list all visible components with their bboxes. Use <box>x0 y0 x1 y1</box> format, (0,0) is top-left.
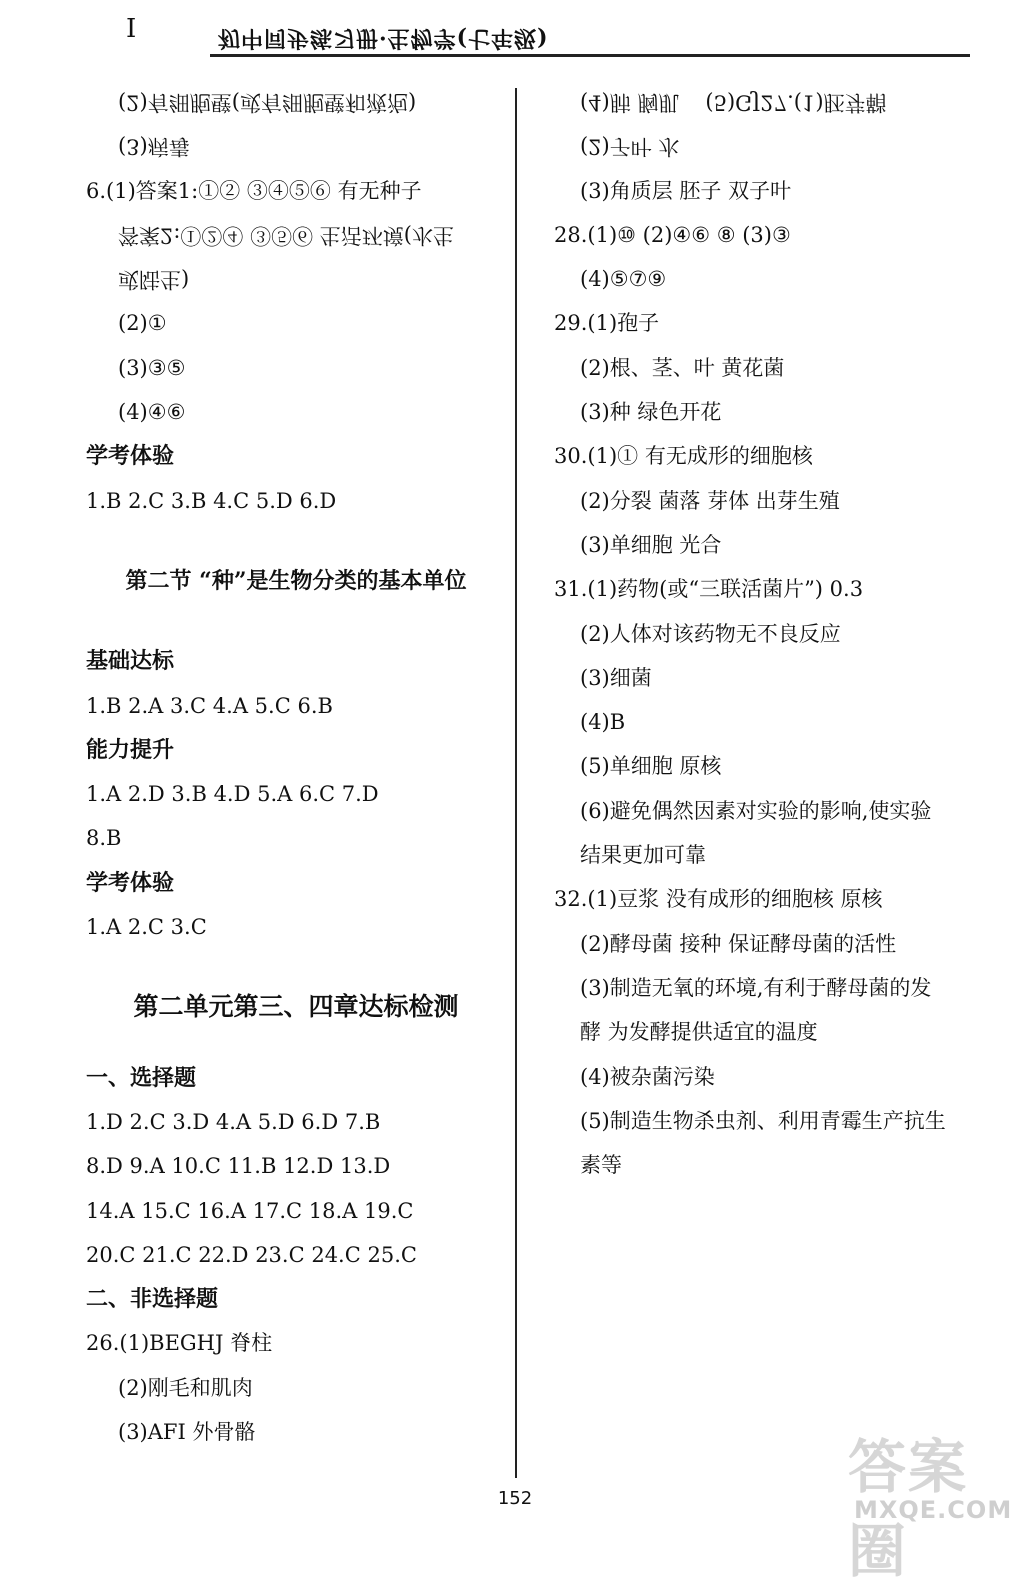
header-rule <box>210 54 970 57</box>
answer-line: (2)酵母菌 接种 保证酵母菌的活性 <box>580 931 897 956</box>
section-heading: 学考体验 <box>86 443 175 470</box>
section-heading: 基础达标 <box>86 648 175 675</box>
section-heading: 能力提升 <box>86 736 175 763</box>
answer-line: (2)刚毛和肌肉 <box>118 1375 253 1400</box>
spacer <box>86 1030 506 1056</box>
answer-line: (3)AFI 外骨骼 <box>118 1420 256 1445</box>
spacer <box>86 603 506 639</box>
watermark-site: MXQE.COM <box>854 1496 1013 1524</box>
section-heading: 二、非选择题 <box>86 1286 219 1313</box>
answer-line: (3)种 绿色开花 <box>580 400 722 425</box>
watermark-logo <box>848 1420 1018 1585</box>
answer-line: (2)① <box>118 311 167 336</box>
section-heading: 一、选择题 <box>86 1064 197 1091</box>
answer-line: (3)③⑤ <box>118 355 186 380</box>
answer-line: (4)④⑥ <box>118 400 186 425</box>
answer-line: (5)GJ <box>705 90 761 115</box>
answer-line: (3)病毒 <box>118 134 190 159</box>
section-heading: 第二单元第三、四章达标检测 <box>133 992 459 1022</box>
answer-line: 29.(1)孢子 <box>554 311 660 336</box>
answer-line: 或陆生) <box>118 267 190 292</box>
answer-line: 31.(1)药物(或“三联活菌片”) 0.3 <box>554 577 864 602</box>
answer-line: (3)角质层 胚子 双子叶 <box>580 178 792 203</box>
page-number: 152 <box>497 1488 533 1509</box>
answer-line: 1.B 2.C 3.B 4.C 5.D 6.D <box>86 488 337 513</box>
answer-line: (3)制造无氧的环境,有利于酵母菌的发 <box>580 975 932 1000</box>
answer-line: 答案2:①②④ ③⑤⑥ 生活环境(水生 <box>118 223 454 248</box>
answer-line: (4)肺 胸肌 <box>580 90 680 115</box>
answer-line: 26.(1)BEGHJ 脊柱 <box>86 1331 273 1356</box>
answer-line: 素等 <box>580 1153 622 1178</box>
answer-line: (3)细菌 <box>580 665 652 690</box>
answer-line: (5)制造生物杀虫剂、利用青霉生产抗生 <box>580 1108 946 1133</box>
answer-line: 8.D 9.A 10.C 11.B 12.D 13.D <box>86 1154 391 1179</box>
answer-line: (6)避免偶然因素对实验的影响,使实验 <box>580 798 932 823</box>
answer-line: (2)人体对该药物无不良反应 <box>580 621 841 646</box>
header-title: 初中同步练习册·生物学(七年级) <box>218 25 549 51</box>
answer-line: 1.D 2.C 3.D 4.A 5.D 6.D 7.B <box>86 1109 381 1134</box>
answer-line: 32.(1)豆浆 没有成形的细胞核 原核 <box>554 887 883 912</box>
section-heading: 第二节 “种”是生物分类的基本单位 <box>125 567 467 594</box>
answer-line: (3)单细胞 光合 <box>580 532 722 557</box>
answer-line: 6.(1)答案1:①② ③④⑤⑥ 有无种子 <box>86 178 422 203</box>
answer-line: 8.B <box>86 826 122 851</box>
answer-line: 14.A 15.C 16.A 17.C 18.A 19.C <box>86 1198 414 1223</box>
answer-line: 结果更加可靠 <box>580 843 706 868</box>
right-column <box>554 80 974 1187</box>
left-column <box>86 80 506 1454</box>
page-header <box>110 14 970 58</box>
answer-line: 1.A 2.C 3.C <box>86 915 207 940</box>
answer-line: (4)⑤⑦⑨ <box>580 267 667 292</box>
answer-line: 30.(1)① 有无成形的细胞核 <box>554 444 813 469</box>
answer-line: 27.(1)胚芽鞘 <box>760 90 887 115</box>
section-heading: 学考体验 <box>86 869 175 896</box>
column-divider <box>515 88 517 1478</box>
answer-line: (4)B <box>580 710 626 735</box>
header-mark: I <box>126 14 137 44</box>
answer-line: (2)子叶 水 <box>580 134 680 159</box>
spacer <box>86 523 506 559</box>
answer-line: (2)根、茎、叶 黄花菌 <box>580 355 785 380</box>
answer-line: (2)有细胞壁(或有细胞壁和液泡) <box>118 90 417 115</box>
answer-line: 1.B 2.A 3.C 4.A 5.C 6.B <box>86 693 333 718</box>
answer-line: (4)被杂菌污染 <box>580 1064 715 1089</box>
answer-line: (2)分裂 菌落 芽体 出芽生殖 <box>580 488 840 513</box>
answer-line: 20.C 21.C 22.D 23.C 24.C 25.C <box>86 1242 417 1267</box>
answer-line: 1.A 2.D 3.B 4.D 5.A 6.C 7.D <box>86 782 379 807</box>
answer-line: 28.(1)⑩ (2)④⑥ ⑧ (3)③ <box>554 222 791 247</box>
watermark-text: 答案圈 <box>848 1433 969 1585</box>
answer-line: 酵 为发酵提供适宜的温度 <box>580 1020 818 1045</box>
answer-line: (5)单细胞 原核 <box>580 754 722 779</box>
spacer <box>86 949 506 985</box>
